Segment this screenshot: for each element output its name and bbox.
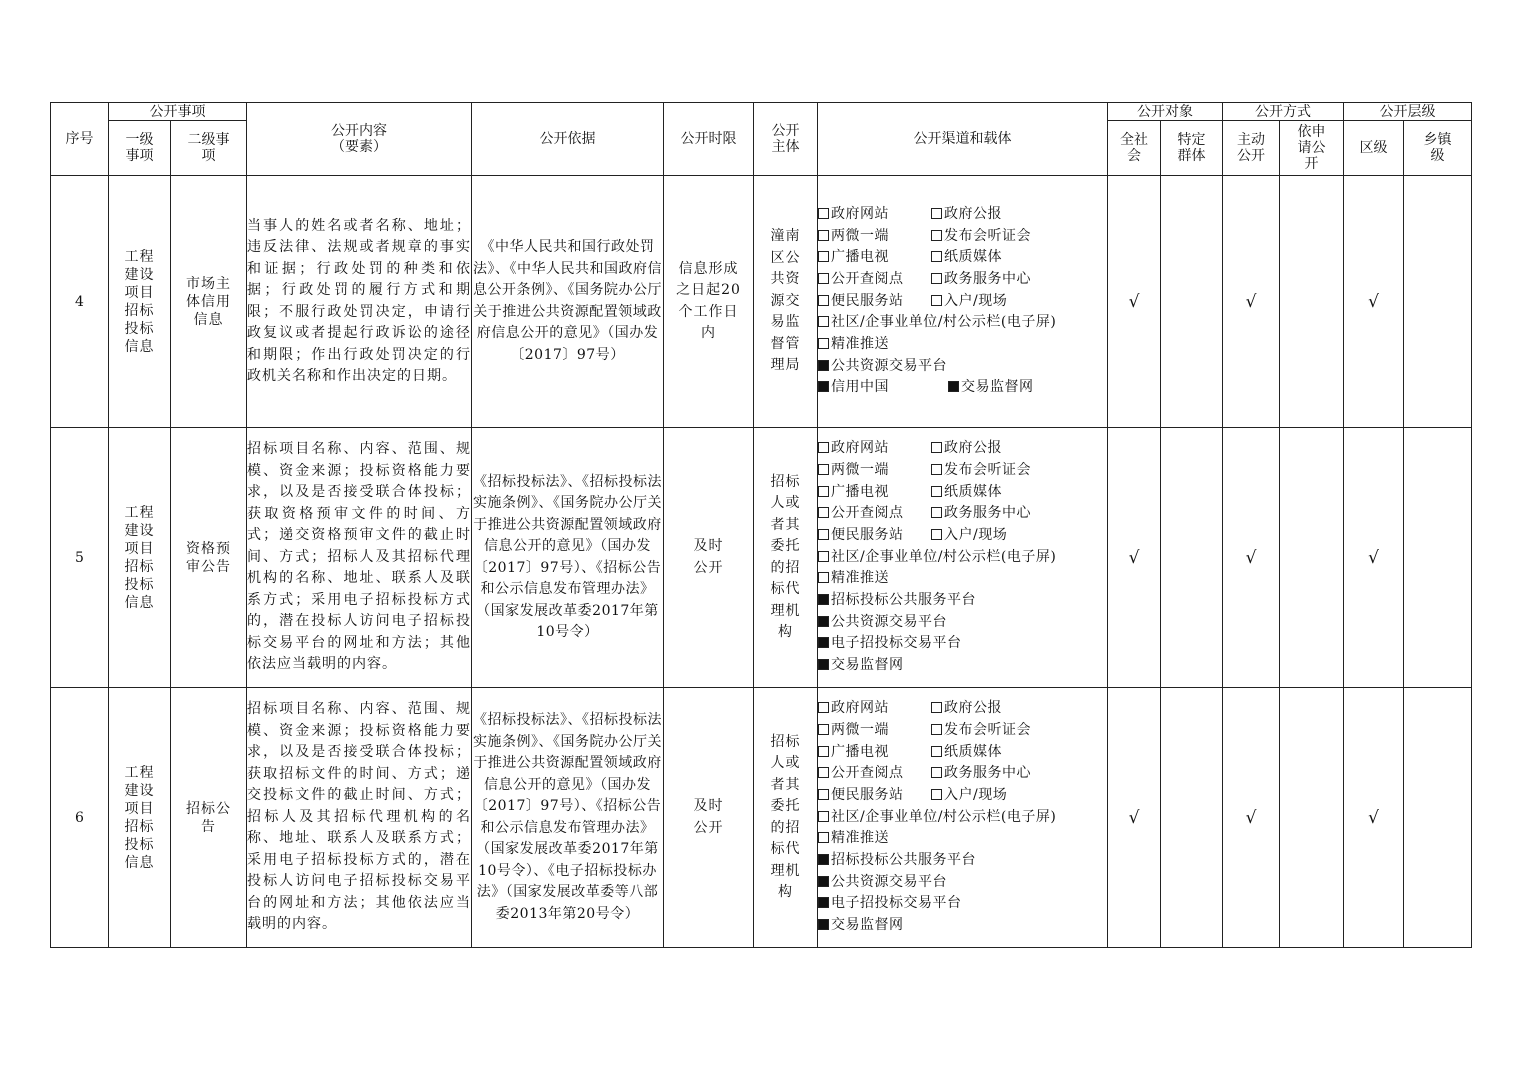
channel-option xyxy=(931,698,1002,720)
channel-label: 招标投标公共服务平台 xyxy=(831,592,976,609)
channel-line xyxy=(818,356,1107,378)
empty-checkbox-icon xyxy=(818,746,829,757)
row-level1: 工程 建设 项目 招标 投标 信息 xyxy=(109,688,171,948)
channel-label: 广播电视 xyxy=(831,249,889,266)
channel-label: 公共资源交易平台 xyxy=(831,873,947,890)
channel-label: 政府网站 xyxy=(831,700,889,717)
row-subject: 招标 人或 者其 委托 的招 标代 理机 构 xyxy=(754,688,818,948)
row-target-group xyxy=(1161,688,1223,948)
row-level2: 市场主 体信用 信息 xyxy=(171,176,247,428)
channel-label: 政府公报 xyxy=(944,700,1002,717)
row-time: 信息形成 之日起20 个工作日 内 xyxy=(664,176,754,428)
empty-checkbox-icon xyxy=(818,702,829,713)
channel-option xyxy=(818,291,931,313)
channel-label: 电子招投标交易平台 xyxy=(831,635,962,652)
channel-option xyxy=(931,742,1002,764)
header-level-town: 乡镇 级 xyxy=(1404,121,1472,176)
channel-label: 发布会听证会 xyxy=(944,721,1031,738)
channel-option xyxy=(931,525,1007,547)
channel-label: 精准推送 xyxy=(831,570,889,587)
filled-checkbox-icon xyxy=(818,919,829,930)
channel-line xyxy=(818,291,1107,313)
channel-option xyxy=(931,226,1031,248)
channel-label: 政府网站 xyxy=(831,440,889,457)
header-content: 公开内容 （要素） xyxy=(247,103,472,176)
channel-label: 纸质媒体 xyxy=(944,483,1002,500)
empty-checkbox-icon xyxy=(931,789,942,800)
empty-checkbox-icon xyxy=(818,338,829,349)
header-target: 公开对象 xyxy=(1108,103,1223,121)
channel-line xyxy=(818,226,1107,248)
row-basis: 《招标投标法》、《招标投标法实施条例》、《国务院办公厅关于推进公共资源配置领域政府信息公开的意见》（国办发〔2017〕97号）、《招标公告和公示信息发布管理办法》（国家发展改革委2017年第10号令）、《电子招标投标办法》（国家发展改革委等八部委2013年第20号令） xyxy=(472,688,664,948)
channel-option xyxy=(818,226,931,248)
row-time: 及时 公开 xyxy=(664,428,754,688)
channel-label: 便民服务站 xyxy=(831,292,904,309)
channel-option xyxy=(948,377,1034,399)
channel-option xyxy=(818,763,931,785)
row-method-active: √ xyxy=(1223,176,1280,428)
row-time: 及时 公开 xyxy=(664,688,754,948)
channel-option xyxy=(818,657,904,673)
channel-label: 公共资源交易平台 xyxy=(831,357,947,374)
channel-line xyxy=(818,438,1107,460)
empty-checkbox-icon xyxy=(931,507,942,518)
row-target-all: √ xyxy=(1108,688,1161,948)
empty-checkbox-icon xyxy=(818,789,829,800)
channel-line xyxy=(818,698,1107,720)
empty-checkbox-icon xyxy=(818,529,829,540)
channel-line xyxy=(818,568,1107,590)
row-method-active: √ xyxy=(1223,688,1280,948)
header-target-all: 全社 会 xyxy=(1108,121,1161,176)
disclosure-table xyxy=(50,102,1472,948)
empty-checkbox-icon xyxy=(931,295,942,306)
channel-option xyxy=(818,482,931,504)
channel-option xyxy=(818,852,976,868)
empty-checkbox-icon xyxy=(818,208,829,219)
channel-line xyxy=(818,590,1107,612)
channel-label: 入户/现场 xyxy=(944,786,1008,803)
empty-checkbox-icon xyxy=(818,295,829,306)
channel-label: 政府网站 xyxy=(831,205,889,222)
channel-line xyxy=(818,312,1107,334)
channel-option xyxy=(818,874,947,890)
empty-checkbox-icon xyxy=(818,251,829,262)
channel-option xyxy=(931,503,1031,525)
channel-label: 政务服务中心 xyxy=(944,270,1031,287)
channel-option xyxy=(818,358,947,374)
channel-label: 政府公报 xyxy=(944,440,1002,457)
row-level-district: √ xyxy=(1344,176,1404,428)
header-method-active: 主动 公开 xyxy=(1223,121,1280,176)
header-level2: 二级事 项 xyxy=(171,121,247,176)
empty-checkbox-icon xyxy=(931,273,942,284)
row-level1: 工程 建设 项目 招标 投标 信息 xyxy=(109,176,171,428)
channel-line xyxy=(818,547,1107,569)
channel-label: 信用中国 xyxy=(831,379,889,396)
row-level-town xyxy=(1404,688,1472,948)
channel-line xyxy=(818,204,1107,226)
channel-option xyxy=(931,460,1031,482)
row-content: 当事人的姓名或者名称、地址；违反法律、法规或者规章的事实和证据；行政处罚的种类和依据；行政处罚的履行方式和期限；不服行政处罚决定，申请行政复议或者提起行政诉讼的途径和期限；作出行政处罚决定的行政机关名称和作出决定的日期。 xyxy=(247,176,472,428)
channel-line xyxy=(818,269,1107,291)
channel-line xyxy=(818,503,1107,525)
header-target-group: 特定 群体 xyxy=(1161,121,1223,176)
empty-checkbox-icon xyxy=(818,507,829,518)
header-method-apply: 依申 请公 开 xyxy=(1280,121,1344,176)
channel-option xyxy=(818,917,904,933)
channel-option xyxy=(818,549,1056,565)
filled-checkbox-icon xyxy=(818,616,829,627)
channel-line xyxy=(818,460,1107,482)
row-basis: 《中华人民共和国行政处罚法》、《中华人民共和国政府信息公开条例》、《国务院办公厅关于推进公共资源配置领域政府信息公开的意见》（国办发〔2017〕97号） xyxy=(472,176,664,428)
filled-checkbox-icon xyxy=(818,897,829,908)
channel-option xyxy=(818,314,1056,330)
header-method: 公开方式 xyxy=(1223,103,1344,121)
channel-option xyxy=(818,269,931,291)
channel-line xyxy=(818,850,1107,872)
channel-option xyxy=(818,720,931,742)
channel-label: 精准推送 xyxy=(831,336,889,353)
empty-checkbox-icon xyxy=(818,811,829,822)
channel-label: 招标投标公共服务平台 xyxy=(831,852,976,869)
filled-checkbox-icon xyxy=(818,381,829,392)
channel-label: 交易监督网 xyxy=(961,379,1034,396)
channel-line xyxy=(818,807,1107,829)
row-level2: 招标公 告 xyxy=(171,688,247,948)
channel-option xyxy=(818,503,931,525)
channel-label: 便民服务站 xyxy=(831,526,904,543)
row-channels xyxy=(818,428,1108,688)
empty-checkbox-icon xyxy=(818,724,829,735)
table-body xyxy=(51,176,1472,948)
channel-line xyxy=(818,720,1107,742)
empty-checkbox-icon xyxy=(931,442,942,453)
channel-label: 纸质媒体 xyxy=(944,249,1002,266)
channel-label: 便民服务站 xyxy=(831,786,904,803)
channel-option xyxy=(931,291,1007,313)
channel-line xyxy=(818,525,1107,547)
channel-option xyxy=(818,635,962,651)
empty-checkbox-icon xyxy=(931,746,942,757)
header-subject: 公开 主体 xyxy=(754,103,818,176)
channel-option xyxy=(818,438,931,460)
row-target-group xyxy=(1161,176,1223,428)
table-row xyxy=(51,428,1472,688)
channel-option xyxy=(818,570,889,586)
empty-checkbox-icon xyxy=(818,273,829,284)
row-target-all: √ xyxy=(1108,176,1161,428)
channel-label: 社区/企事业单位/村公示栏(电子屏) xyxy=(831,548,1057,565)
channel-line xyxy=(818,334,1107,356)
empty-checkbox-icon xyxy=(931,702,942,713)
header-time: 公开时限 xyxy=(664,103,754,176)
empty-checkbox-icon xyxy=(818,572,829,583)
channel-label: 入户/现场 xyxy=(944,526,1008,543)
empty-checkbox-icon xyxy=(818,767,829,778)
channel-option xyxy=(818,785,931,807)
channel-label: 社区/企事业单位/村公示栏(电子屏) xyxy=(831,314,1057,331)
channel-option xyxy=(818,698,931,720)
channel-label: 发布会听证会 xyxy=(944,461,1031,478)
filled-checkbox-icon xyxy=(818,594,829,605)
empty-checkbox-icon xyxy=(931,208,942,219)
row-method-apply xyxy=(1280,688,1344,948)
row-target-group xyxy=(1161,428,1223,688)
channel-option xyxy=(931,247,1002,269)
channel-option xyxy=(818,525,931,547)
empty-checkbox-icon xyxy=(931,464,942,475)
row-channels xyxy=(818,176,1108,428)
channel-label: 精准推送 xyxy=(831,830,889,847)
table-row xyxy=(51,688,1472,948)
channel-line xyxy=(818,633,1107,655)
channel-line xyxy=(818,893,1107,915)
empty-checkbox-icon xyxy=(931,230,942,241)
row-subject: 潼南 区公 共资 源交 易监 督管 理局 xyxy=(754,176,818,428)
row-seq: 5 xyxy=(51,428,109,688)
header-level: 公开层级 xyxy=(1344,103,1472,121)
channel-line xyxy=(818,915,1107,937)
row-target-all: √ xyxy=(1108,428,1161,688)
row-basis: 《招标投标法》、《招标投标法实施条例》、《国务院办公厅关于推进公共资源配置领域政府信息公开的意见》（国办发〔2017〕97号）、《招标公告和公示信息发布管理办法》（国家发展改革委2017年第10号令） xyxy=(472,428,664,688)
channel-label: 入户/现场 xyxy=(944,292,1008,309)
channel-label: 政务服务中心 xyxy=(944,765,1031,782)
empty-checkbox-icon xyxy=(818,551,829,562)
empty-checkbox-icon xyxy=(931,529,942,540)
channel-label: 纸质媒体 xyxy=(944,743,1002,760)
filled-checkbox-icon xyxy=(818,637,829,648)
channel-option xyxy=(931,785,1007,807)
channel-label: 公开查阅点 xyxy=(831,505,904,522)
channel-line xyxy=(818,785,1107,807)
channel-option xyxy=(818,247,931,269)
channel-label: 公开查阅点 xyxy=(831,270,904,287)
filled-checkbox-icon xyxy=(818,360,829,371)
empty-checkbox-icon xyxy=(931,767,942,778)
empty-checkbox-icon xyxy=(931,486,942,497)
channel-option xyxy=(818,742,931,764)
filled-checkbox-icon xyxy=(818,854,829,865)
header-matter: 公开事项 xyxy=(109,103,247,121)
row-level2: 资格预 审公告 xyxy=(171,428,247,688)
empty-checkbox-icon xyxy=(931,724,942,735)
row-method-apply xyxy=(1280,428,1344,688)
row-seq: 4 xyxy=(51,176,109,428)
row-level-district: √ xyxy=(1344,688,1404,948)
header-seq: 序号 xyxy=(51,103,109,176)
filled-checkbox-icon xyxy=(818,659,829,670)
empty-checkbox-icon xyxy=(818,230,829,241)
channel-label: 两微一端 xyxy=(831,227,889,244)
channel-option xyxy=(931,438,1002,460)
row-level-town xyxy=(1404,176,1472,428)
row-channels xyxy=(818,688,1108,948)
channel-line xyxy=(818,377,1107,399)
channel-line xyxy=(818,872,1107,894)
channel-label: 交易监督网 xyxy=(831,917,904,934)
row-level1: 工程 建设 项目 招标 投标 信息 xyxy=(109,428,171,688)
empty-checkbox-icon xyxy=(818,464,829,475)
table-row xyxy=(51,176,1472,428)
channel-label: 交易监督网 xyxy=(831,657,904,674)
channel-label: 两微一端 xyxy=(831,721,889,738)
channel-option xyxy=(931,482,1002,504)
row-method-active: √ xyxy=(1223,428,1280,688)
empty-checkbox-icon xyxy=(818,316,829,327)
header-channel: 公开渠道和载体 xyxy=(818,103,1108,176)
channel-option xyxy=(818,830,889,846)
row-level-district: √ xyxy=(1344,428,1404,688)
filled-checkbox-icon xyxy=(948,381,959,392)
channel-label: 公开查阅点 xyxy=(831,765,904,782)
channel-label: 两微一端 xyxy=(831,461,889,478)
channel-line xyxy=(818,612,1107,634)
channel-label: 发布会听证会 xyxy=(944,227,1031,244)
empty-checkbox-icon xyxy=(818,486,829,497)
row-content: 招标项目名称、内容、范围、规模、资金来源；投标资格能力要求，以及是否接受联合体投标；获取资格预审文件的时间、方式；递交资格预审文件的截止时间、方式；招标人及其招标代理机构的名称、地址、联系人及联系方式；采用电子招标投标方式的，潜在投标人访问电子招标投标交易平台的网址和方法；其他依法应当载明的内容。 xyxy=(247,428,472,688)
channel-line xyxy=(818,655,1107,677)
header-basis: 公开依据 xyxy=(472,103,664,176)
channel-line xyxy=(818,247,1107,269)
channel-option xyxy=(818,204,931,226)
row-subject: 招标 人或 者其 委托 的招 标代 理机 构 xyxy=(754,428,818,688)
channel-line xyxy=(818,742,1107,764)
channel-option xyxy=(818,614,947,630)
header-level1: 一级 事项 xyxy=(109,121,171,176)
channel-line xyxy=(818,763,1107,785)
channel-option xyxy=(818,336,889,352)
channel-option xyxy=(931,204,1002,226)
channel-option xyxy=(818,809,1056,825)
channel-option xyxy=(818,592,976,608)
channel-label: 政府公报 xyxy=(944,205,1002,222)
row-method-apply xyxy=(1280,176,1344,428)
channel-label: 公共资源交易平台 xyxy=(831,613,947,630)
channel-line xyxy=(818,482,1107,504)
row-seq: 6 xyxy=(51,688,109,948)
channel-label: 政务服务中心 xyxy=(944,505,1031,522)
channel-label: 广播电视 xyxy=(831,743,889,760)
channel-line xyxy=(818,828,1107,850)
header-level-district: 区级 xyxy=(1344,121,1404,176)
channel-option xyxy=(931,720,1031,742)
channel-option xyxy=(818,460,931,482)
row-content: 招标项目名称、内容、范围、规模、资金来源；投标资格能力要求，以及是否接受联合体投标；获取招标文件的时间、方式；递交投标文件的截止时间、方式；招标人及其招标代理机构的名称、地址、联系人及联系方式；采用电子招标投标方式的，潜在投标人访问电子招标投标交易平台的网址和方法；其他依法应当载明的内容。 xyxy=(247,688,472,948)
filled-checkbox-icon xyxy=(818,876,829,887)
empty-checkbox-icon xyxy=(818,832,829,843)
row-level-town xyxy=(1404,428,1472,688)
channel-label: 社区/企事业单位/村公示栏(电子屏) xyxy=(831,808,1057,825)
channel-label: 电子招投标交易平台 xyxy=(831,895,962,912)
channel-option xyxy=(818,895,962,911)
channel-option xyxy=(931,269,1031,291)
empty-checkbox-icon xyxy=(931,251,942,262)
channel-label: 广播电视 xyxy=(831,483,889,500)
channel-option xyxy=(818,377,948,399)
channel-option xyxy=(931,763,1031,785)
empty-checkbox-icon xyxy=(818,442,829,453)
